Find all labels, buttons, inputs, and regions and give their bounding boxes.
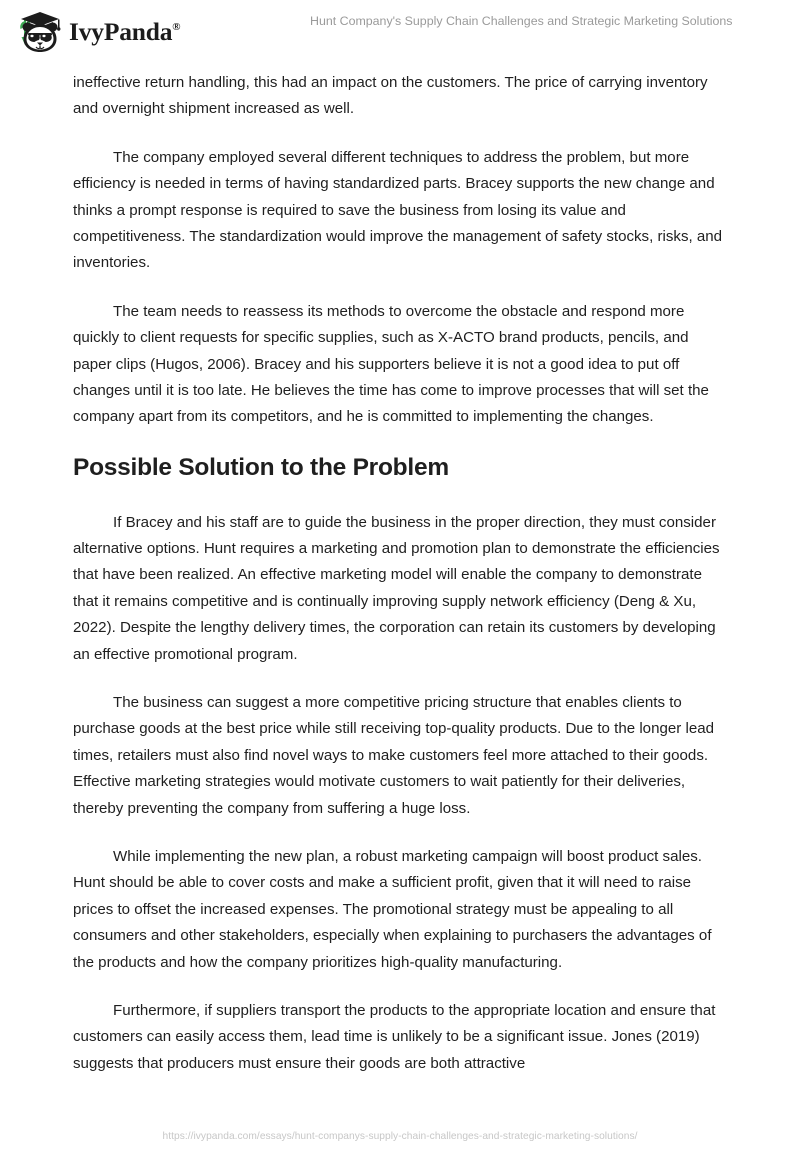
registered-trademark-mark: ® — [172, 20, 181, 33]
paragraph-continuation: ineffective return handling, this had an impact on the customers. The price of carrying inventory and overnight shipment increased as well. — [73, 74, 708, 118]
brand-name-text: IvyPanda — [69, 17, 173, 47]
paragraph: Furthermore, if suppliers transport the products to the appropriate location and ensure that customers can easily access them, lead time is unlikely to be a significant issue. Jones (2019) suggests that producers must ensure their goods are both attractive — [73, 1002, 716, 1072]
section-heading-possible-solution: Possible Solution to the Problem — [73, 453, 449, 481]
brand-name — [69, 19, 180, 45]
running-title: Hunt Company's Supply Chain Challenges and Strategic Marketing Solutions — [310, 14, 733, 28]
paragraph: While implementing the new plan, a robust marketing campaign will boost product sales. Hunt should be able to cover costs and make a sufficient profit, given that it will need to raise prices to offset the increased expenses. The promotional strategy must be appealing to all consumers and other stakeholders, especially when explaining to purchasers the advantages of the products and how the company prioritizes high-quality manufacturing. — [73, 847, 712, 971]
paragraph: The company employed several different techniques to address the problem, but more efficiency is needed in terms of having standardized parts. Bracey supports the new change and thinks a prompt response is required to save the business from losing its value and competitiveness. The standardization would improve the management of safety stocks, risks, and inventories. — [73, 148, 723, 272]
panda-graduate-logo-icon — [17, 9, 63, 53]
paragraph: The team needs to reassess its methods to overcome the obstacle and respond more quickly to client requests for specific supplies, such as X-ACTO brand products, pencils, and paper clips (Hugos, 2006). Bracey and his supporters believe it is not a good idea to put off changes until it is too late. He believes the time has come to improve processes that will set the company apart from its competitors, and he is committed to implementing the changes. — [73, 302, 709, 426]
brand-logo-link[interactable] — [17, 9, 180, 53]
page-footer — [0, 1126, 800, 1144]
paragraph: The business can suggest a more competitive pricing structure that enables clients to purchase goods at the best price while still receiving top-quality products. Due to the longer lead times, retailers must also find novel ways to make customers feel more attached to their goods. Effective marketing strategies would motivate customers to wait patiently for their deliveries, thereby preventing the company from suffering a huge loss. — [73, 693, 715, 817]
page-header — [0, 0, 800, 62]
source-url-link[interactable]: https://ivypanda.com/essays/hunt-companys-supply-chain-challenges-and-strategic-marketing-solutions/ — [162, 1131, 638, 1142]
document-body — [73, 70, 724, 1099]
paragraph: If Bracey and his staff are to guide the business in the proper direction, they must consider alternative options. Hunt requires a marketing and promotion plan to demonstrate the efficiencies that have been realized. An effective marketing model will enable the company to demonstrate that it remains competitive and is continually improving supply network efficiency (Deng & Xu, 2022). Despite the lengthy delivery times, the corporation can retain its customers by developing an effective promotional program. — [73, 513, 720, 663]
